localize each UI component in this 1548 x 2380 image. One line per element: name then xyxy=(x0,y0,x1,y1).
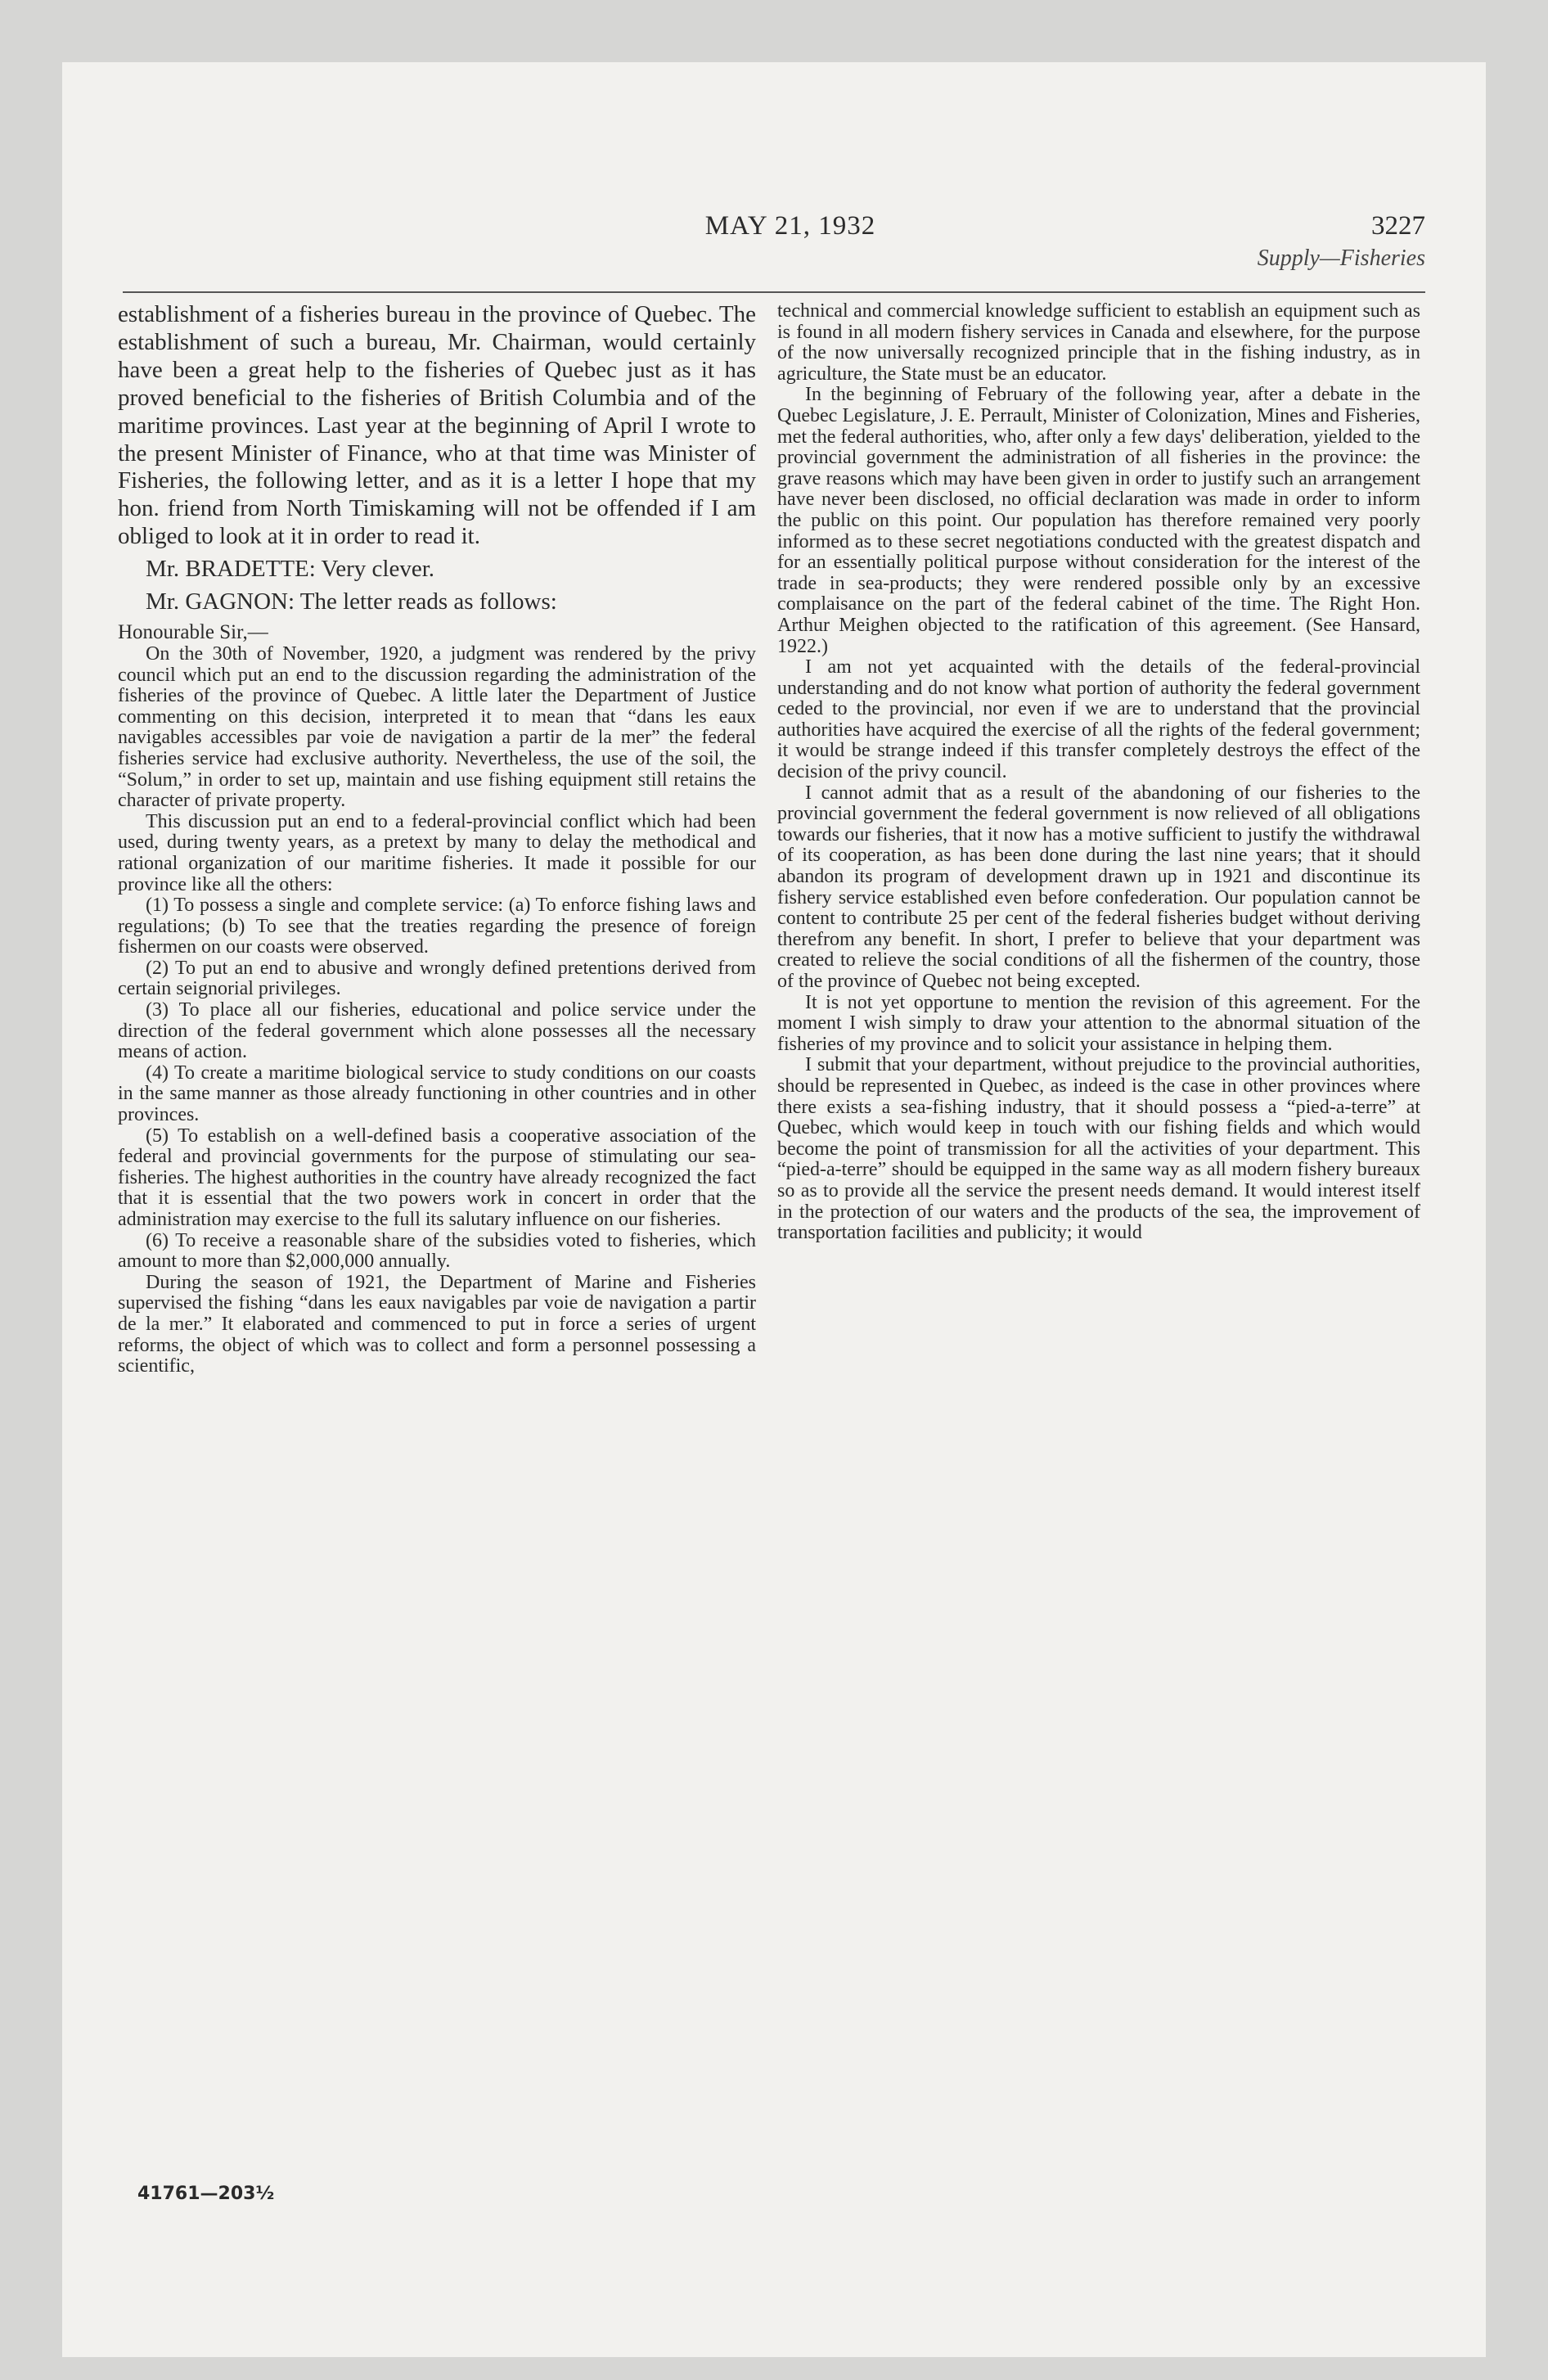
page-date: MAY 21, 1932 xyxy=(704,211,876,241)
page-header xyxy=(62,154,1486,277)
letter-paragraph: During the season of 1921, the Department of Marine and Fisheries supervised the fishing “dans les eaux navigables par voie de navigation a partir de la mer.” It elaborated and commenced to put in force a series of urgent reforms, the object of which was to collect and form a personnel possessing a scientific, xyxy=(118,1271,756,1377)
letter-paragraph: (2) To put an end to abusive and wrongly defined pretentions derived from certain seignorial privileges. xyxy=(118,957,756,1000)
letter-paragraph: I submit that your department, without prejudice to the provincial authorities, should be represented in Quebec, as indeed is the case in other provinces where there exists a sea-fishing industry, that it should possess a “pied-a-terre” at Quebec, which would keep in touch with our fishing fields and which would become the point of transmission for all the activities of your department. This “pied-a-terre” should be equipped in the same way as all modern fishery bureaux so as to provide all the service the present needs demand. It would interest itself in the protection of our waters and the products of the sea, the improvement of transportation facilities and publicity; it would xyxy=(777,1054,1420,1244)
letter-paragraph: technical and commercial knowledge sufficient to establish an equipment such as is found in all modern fishery services in Canada and elsewhere, for the purpose of the now universally recognized principle that in the fishing industry, as in agriculture, the State must be an educator. xyxy=(777,300,1420,385)
right-column xyxy=(777,301,1420,1244)
intro-paragraph: establishment of a fisheries bureau in the province of Quebec. The establishment of such a bureau, Mr. Chairman, would certainly have been a great help to the fisheries of Quebec just as it has proved beneficial to the fisheries of British Columbia and of the maritime provinces. Last year at the beginning of April I wrote to the present Minister of Finance, who at that time was Minister of Fisheries, the following letter, and as it is a letter I hope that my hon. friend from North Timiskaming will not be offended if I am obliged to look at it in order to read it. xyxy=(118,301,756,550)
letter-paragraph: (6) To receive a reasonable share of the subsidies voted to fisheries, which amount to more than $2,000,000 annually. xyxy=(118,1229,756,1273)
letter-paragraph: On the 30th of November, 1920, a judgment was rendered by the privy council which put an end to the discussion regarding the administration of the fisheries of the province of Quebec. A little later the Department of Justice commenting on this decision, interpreted it to mean that “dans les eaux navigables accessibles par voie de navigation a partir de la mer” the federal fisheries service had exclusive authority. Nevertheless, the use of the soil, the “Solum,” in order to set up, maintain and use fishing equipment still retains the character of private property. xyxy=(118,642,756,812)
section-title: Supply—Fisheries xyxy=(1257,246,1425,271)
speech-gagnon: Mr. GAGNON: The letter reads as follows: xyxy=(146,588,557,615)
letter-salutation: Honourable Sir,— xyxy=(118,620,268,643)
letter-paragraph: (1) To possess a single and complete service: (a) To enforce fishing laws and regulations; (b) To see that the treaties regarding the presence of foreign fishermen on our coasts were observed. xyxy=(118,895,756,958)
letter-paragraph: I am not yet acquainted with the details of the federal-provincial understanding and do not know what portion of authority the federal government ceded to the provincial, nor even if we are to understand that the provincial authorities have acquired the exercise of all the rights of the federal government; it would be strange indeed if this transfer completely destroys the effect of the decision of the privy council. xyxy=(777,656,1420,783)
document-page xyxy=(62,62,1486,2357)
letter-paragraph: (3) To place all our fisheries, educational and police service under the direction of the federal government which alone possesses all the necessary means of action. xyxy=(118,999,756,1063)
print-code: 41761—203½ xyxy=(137,2184,275,2204)
letter-paragraph: It is not yet opportune to mention the revision of this agreement. For the moment I wish simply to draw your attention to the abnormal situation of the fisheries of my province and to solicit your assistance in helping them. xyxy=(777,991,1420,1055)
speech-bradette: Mr. BRADETTE: Very clever. xyxy=(146,556,435,583)
letter-paragraph: (5) To establish on a well-defined basis a cooperative association of the federal and provincial governments for the purpose of stimulating our sea-fisheries. The highest authorities in the country have already recognized the fact that it is essential that the two powers work in concert in order that the administration may exercise to the full its salutary influence on our fisheries. xyxy=(118,1125,756,1230)
letter-paragraph: This discussion put an end to a federal-provincial conflict which had been used, during twenty years, as a pretext by many to delay the methodical and rational organization of our maritime fisheries. It made it possible for our province like all the others: xyxy=(118,810,756,895)
letter-paragraph: I cannot admit that as a result of the abandoning of our fisheries to the provincial government the federal government is now relieved of all obligations towards our fisheries, that it now has a motive sufficient to justify the withdrawal of its cooperation, as has been done during the last nine years; that it should abandon its program of development drawn up in 1921 and discontinue its fishery service established even before confederation. Our population cannot be content to contribute 25 per cent of the federal fisheries budget without deriving therefrom any benefit. In short, I prefer to believe that your department was created to relieve the social conditions of all the fishermen of the country, those of the province of Quebec not being excepted. xyxy=(777,782,1420,992)
letter-paragraph: In the beginning of February of the following year, after a debate in the Quebec Legislature, J. E. Perrault, Minister of Colonization, Mines and Fisheries, met the federal authorities, who, after only a few days' deliberation, yielded to the provincial government the administration of all fisheries in the province: the grave reasons which may have been given in order to justify such an arrangement have never been disclosed, no official declaration was made in order to inform the public on this point. Our population has therefore remained very poorly informed as to these secret negotiations conducted with the greatest dispatch and for an essentially political purpose without consideration for the interest of the trade in sea-products; they were rendered possible only by an excessive complaisance on the part of the federal cabinet of the time. The Right Hon. Arthur Meighen objected to the ratification of this agreement. (See Hansard, 1922.) xyxy=(777,384,1420,657)
header-rule xyxy=(123,291,1425,293)
page-number: 3227 xyxy=(1371,211,1425,241)
left-column xyxy=(118,301,756,1377)
letter-paragraph: (4) To create a maritime biological service to study conditions on our coasts in the same manner as those already functioning in other countries and in other provinces. xyxy=(118,1062,756,1126)
